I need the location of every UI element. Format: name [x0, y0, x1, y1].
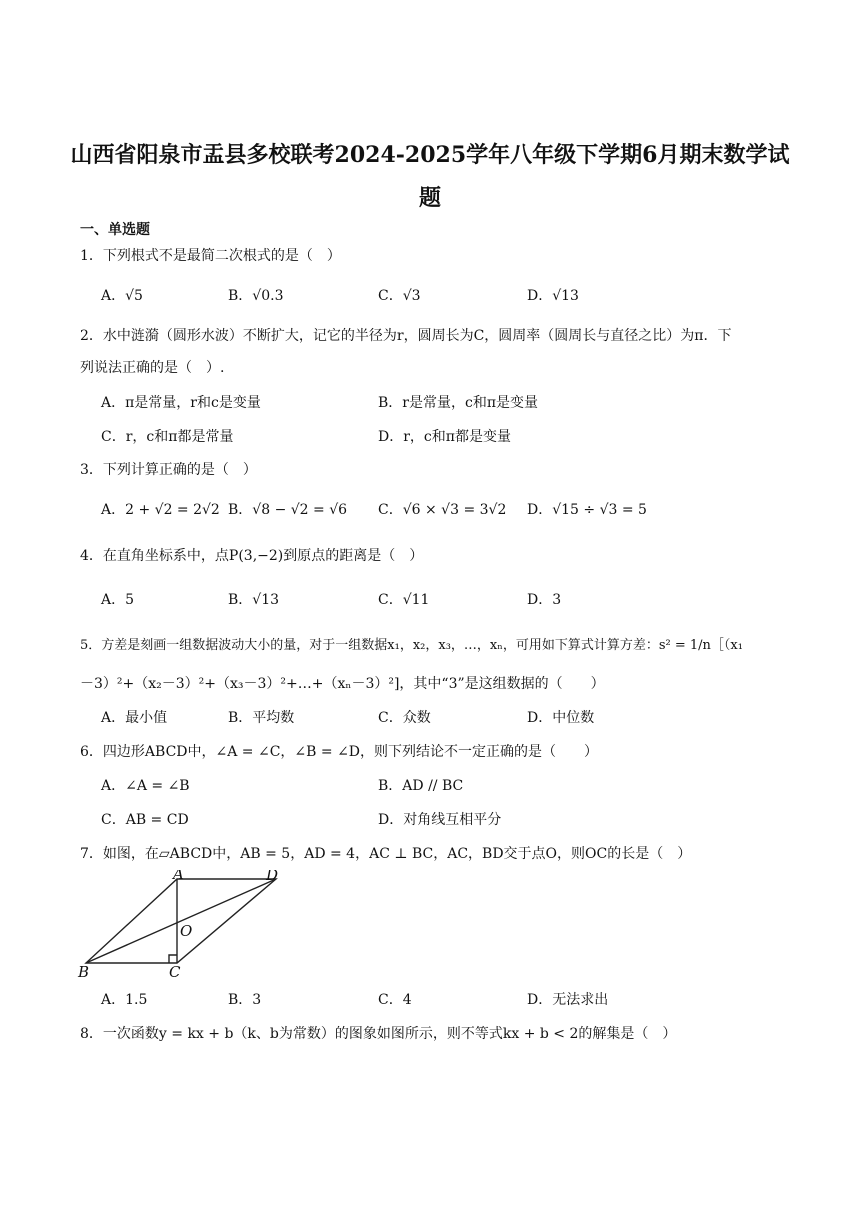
question-5-option-b: B．平均数 — [228, 710, 295, 726]
label-b: B — [78, 963, 90, 980]
question-7-stem: 7．如图，在▱ABCD中，AB = 5，AD = 4，AC ⊥ BC，AC，BD交于点O，则OC的长是（ ） — [80, 846, 692, 862]
question-1-option-a: A．√5 — [101, 288, 143, 304]
label-a: A — [173, 870, 184, 883]
question-5-option-c: C．众数 — [378, 710, 431, 726]
question-7-option-c: C．4 — [378, 992, 412, 1008]
right-angle-mark — [169, 955, 177, 963]
question-2-stem: 2．水中涟漪（圆形水波）不断扩大，记它的半径为r，圆周长为C，圆周率（圆周长与直径之比）为π．下 — [80, 328, 732, 344]
question-7-option-a: A．1.5 — [101, 992, 148, 1008]
label-o: O — [180, 922, 193, 940]
question-4-option-a: A．5 — [101, 592, 135, 608]
question-2-stem-cont: 列说法正确的是（ ）. — [80, 360, 225, 376]
question-1-option-c: C．√3 — [378, 288, 421, 304]
question-6-option-a: A．∠A = ∠B — [101, 778, 190, 794]
question-1-option-b: B．√0.3 — [228, 288, 284, 304]
question-4-option-d: D．3 — [527, 592, 562, 608]
question-4-option-b: B．√13 — [228, 592, 280, 608]
question-5-option-a: A．最小值 — [101, 710, 168, 726]
question-3-option-b: B．√8 − √2 = √6 — [228, 502, 348, 518]
question-1-option-d: D．√13 — [527, 288, 579, 304]
question-3-option-d: D．√15 ÷ √3 = 5 — [527, 502, 647, 518]
question-3-stem: 3．下列计算正确的是（ ） — [80, 462, 257, 478]
question-3-option-c: C．√6 × √3 = 3√2 — [378, 502, 507, 518]
question-4-stem: 4．在直角坐标系中，点P(3,−2)到原点的距离是（ ） — [80, 548, 424, 564]
question-4-option-c: C．√11 — [378, 592, 430, 608]
question-5-stem-cont: －3）²+（x₂－3）²+（x₃－3）²+…+（xₙ－3）²]，其中“3”是这组数据的（ ） — [80, 676, 605, 692]
question-1-stem: 1．下列根式不是最简二次根式的是（ ） — [80, 248, 341, 264]
label-c: C — [169, 963, 181, 980]
question-5-option-d: D．中位数 — [527, 710, 595, 726]
question-7-option-b: B．3 — [228, 992, 262, 1008]
question-6-stem: 6．四边形ABCD中，∠A = ∠C，∠B = ∠D，则下列结论不一定正确的是（ ） — [80, 744, 599, 760]
question-6-option-b: B．AD // BC — [378, 778, 464, 794]
question-2-option-d: D．r，c和π都是变量 — [378, 429, 511, 445]
section-heading: 一、单选题 — [80, 222, 150, 238]
question-5-stem: 5．方差是刻画一组数据波动大小的量，对于一组数据x₁，x₂，x₃，…，xₙ，可用如下算式计算方差：s² = 1/n［（x₁ — [80, 638, 743, 653]
question-6-option-d: D．对角线互相平分 — [378, 812, 502, 828]
question-3-option-a: A．2 + √2 = 2√2 — [101, 502, 220, 518]
document-title-line-2: 题 — [418, 185, 441, 211]
diagonal-bd — [86, 879, 276, 963]
question-6-option-c: C．AB = CD — [101, 812, 189, 828]
label-d: D — [266, 870, 279, 884]
question-2-option-a: A．π是常量，r和c是变量 — [101, 395, 261, 411]
parallelogram-figure — [76, 870, 316, 984]
question-7-option-d: D．无法求出 — [527, 992, 609, 1008]
question-8-stem: 8．一次函数y = kx + b（k、b为常数）的图象如图所示，则不等式kx + b < 2的解集是（ ） — [80, 1026, 677, 1042]
document-title-line-1: 山西省阳泉市盂县多校联考2024-2025学年八年级下学期6月期末数学试 — [70, 142, 790, 168]
question-2-option-c: C．r，c和π都是常量 — [101, 429, 234, 445]
question-2-option-b: B．r是常量，c和π是变量 — [378, 395, 539, 411]
